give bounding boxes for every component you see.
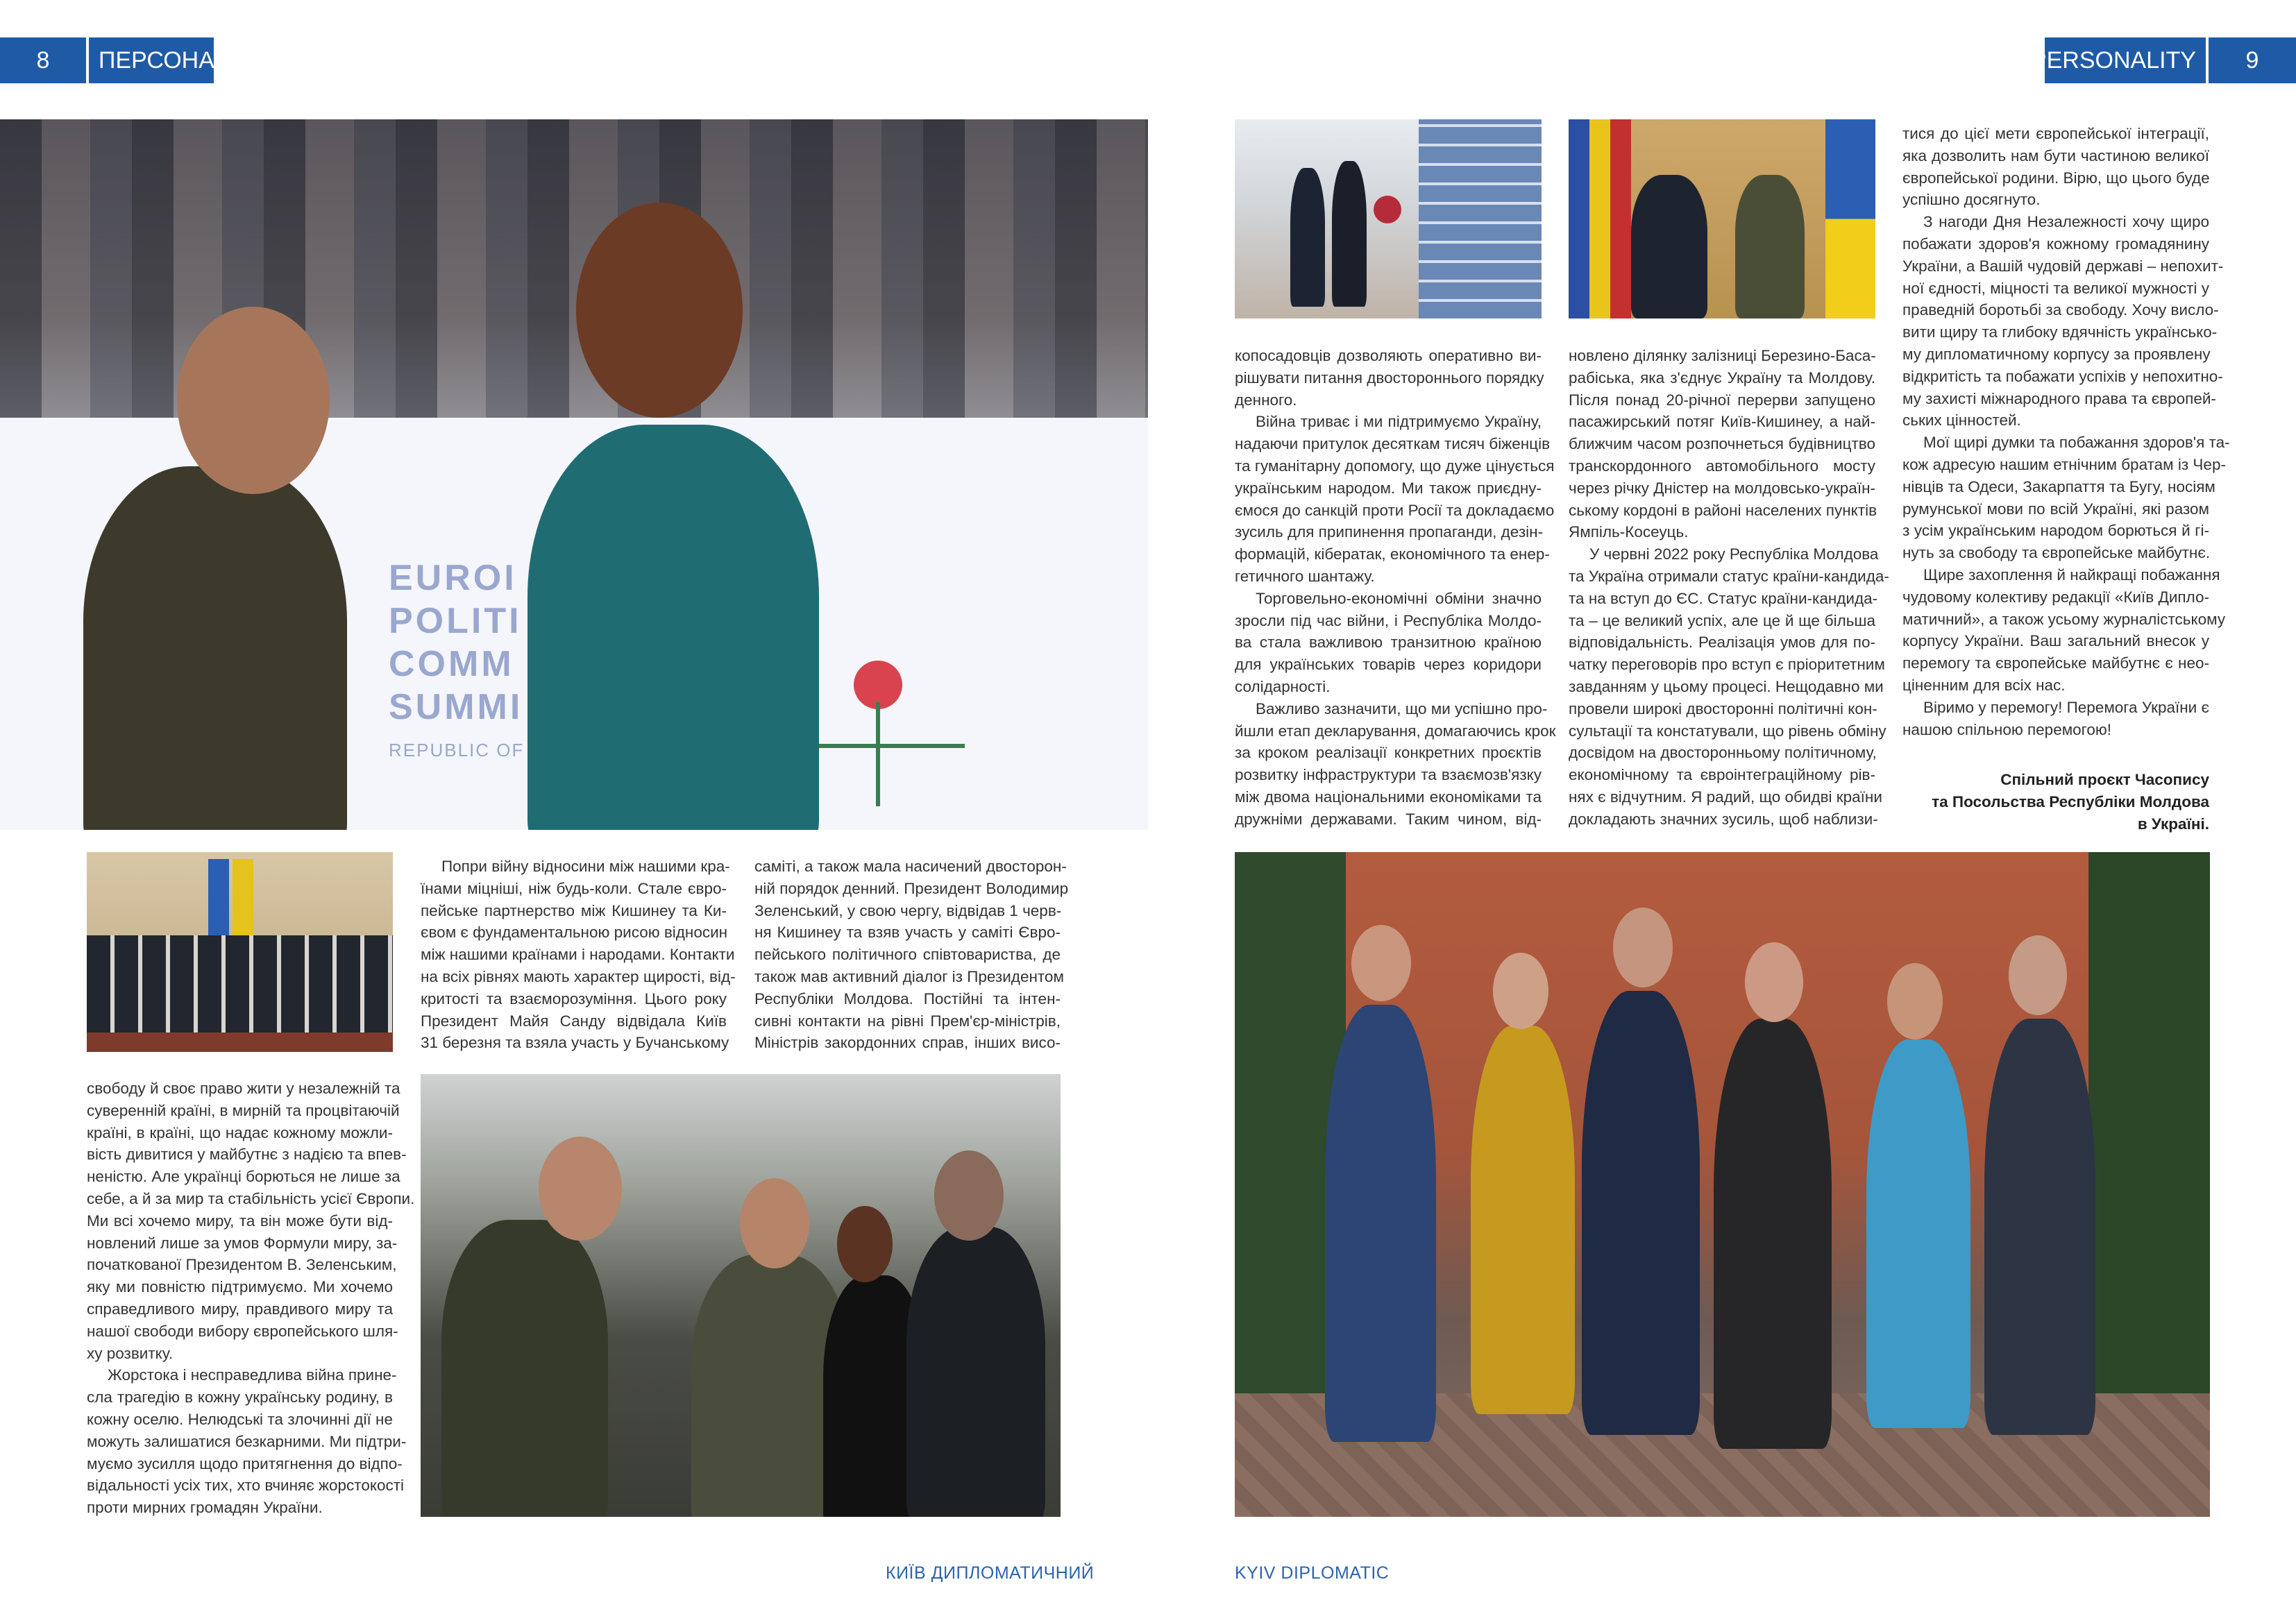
text-line: українським народом. Ми також приєдну- (1235, 479, 1542, 497)
text-line: ціненним для всіх нас. (1902, 676, 2066, 694)
text-line: початкованої Президентом В. Зеленським, (87, 1256, 397, 1274)
text-line: свободу й своє право жити у незалежній та (87, 1080, 400, 1097)
text-line: му дипломатичному корпусу за проявлену (1902, 345, 2211, 363)
left-column-a (87, 1078, 415, 1519)
text-line: Мої щирі думки та побажання здоров'я та- (1923, 434, 2230, 452)
text-line: нашої свободи вибору європейського шля- (87, 1322, 398, 1340)
text-line: кожну оселю. Нелюдські та злочинні дії не (87, 1410, 393, 1428)
text-line: нашою спільною перемогою! (1902, 720, 2112, 738)
person-figure (1735, 175, 1805, 318)
text-line: докладають значних зусиль, щоб наблизи- (1569, 810, 1878, 828)
text-line: відповідальність. Реалізація умов для по- (1569, 634, 1875, 652)
text-line: вість дивитися у майбутнє з надією та впев- (87, 1146, 407, 1164)
text-line: пейського політичного співтовариства, де (754, 946, 1061, 964)
signature-line: в Україні. (2137, 815, 2209, 833)
text-line: ських цінностей. (1902, 411, 2021, 430)
person-head (837, 1206, 893, 1282)
right-column-f (1902, 123, 2230, 740)
text-line: рабіська, яка з'єднує Україну та Молдову. (1569, 368, 1875, 386)
text-line: побажати здоров'я кожному громадянину (1902, 235, 2209, 253)
text-line: корпусу України. Ваш загальний внесок у (1902, 632, 2209, 650)
handshake-photo (1569, 119, 1875, 318)
text-line: справедливого миру, правдивого миру та (87, 1300, 393, 1318)
text-line: тися до цієї мети європейської інтеграції, (1902, 125, 2209, 142)
banner-line: COMM (389, 644, 514, 684)
text-line: критості та взаєморозуміння. Цього року (421, 989, 727, 1008)
person-head (539, 1137, 622, 1241)
paragraph (87, 1364, 407, 1519)
text-line: економічному та євроінтеграційному рів- (1569, 766, 1875, 784)
text-line: Після понад 20-річної перерви запущено (1569, 391, 1875, 409)
text-line: з усім українським народом борються й гі- (1902, 522, 2209, 540)
crowd-background (0, 119, 1148, 418)
text-line: чатку переговорів про вступ є пріоритетним (1569, 656, 1885, 674)
text-line: європейської родини. Вірю, що цього буде (1902, 169, 2210, 187)
text-line: Торговельно-економічні обміни значно (1256, 589, 1542, 607)
person-figure (527, 425, 819, 830)
text-line: країні, в країні, що надає кожному можли- (87, 1123, 393, 1141)
person-figure (906, 1227, 1045, 1517)
person-figure (1325, 1005, 1436, 1442)
text-line: та Україна отримали статус країни-кандида- (1569, 567, 1889, 585)
text-line: З нагоди Дня Незалежності хочу щиро (1923, 213, 2209, 231)
text-line: неністю. Але українці борються не лише за (87, 1168, 400, 1186)
memorial-wall (1419, 119, 1542, 318)
text-line: провели широкі двосторонні політичні кон- (1569, 699, 1877, 717)
person-head (740, 1178, 809, 1268)
text-line: зусиль для припинення пропаганди, дезін- (1235, 523, 1544, 541)
text-line: У червні 2022 року Республіка Молдова (1589, 545, 1879, 563)
text-line: Війна триває і ми підтримуємо Україну, (1256, 413, 1542, 431)
right-page-number-tab (2209, 37, 2296, 83)
text-line: відальності усіх тих, хто вчиняє жорстокості (87, 1477, 405, 1495)
text-line: України, а Вашій чудовій державі – непохит- (1902, 257, 2224, 275)
text-line: нівців та Одеси, Закарпаття та Бугу, носіям (1902, 477, 2215, 495)
text-line: муємо зусилля щодо притягнення до відпо- (87, 1454, 403, 1472)
people-group (87, 935, 393, 1039)
paragraph (87, 1078, 415, 1364)
text-line: ському кордоні в районі населених пунктів (1569, 501, 1877, 519)
text-line: сла трагедію в кожну українську родину, в (87, 1388, 393, 1407)
text-line: ної єдності, міцності та великої мужності у (1902, 279, 2209, 297)
left-column-b (421, 856, 736, 1054)
text-line: за кроком реалізації конкретних проєктів (1235, 744, 1542, 762)
text-line: новлено ділянку залізниці Березино-Баса- (1569, 347, 1876, 364)
signature-block (1902, 769, 2209, 835)
text-line: йшли етап декларування, домагаючись крок (1235, 722, 1556, 740)
text-line: сультації та констатували, що рівень обміну (1569, 722, 1886, 740)
group-room-photo (87, 852, 393, 1052)
text-line: чудовому колективу редакції «Київ Дипло- (1902, 588, 2209, 606)
text-line: Президент Майя Санду відвідала Київ (421, 1012, 727, 1030)
text-line: яку ми повністю підтримуємо. Ми хочемо (87, 1278, 393, 1296)
text-line: саміті, а також мала насичений двосторон- (754, 858, 1067, 875)
text-line: яка дозволить нам бути частиною великої (1902, 146, 2209, 164)
text-line: кож адресую нашим етнічним братам із Чер- (1902, 455, 2226, 473)
text-line: копосадовців дозволяють оперативно ви- (1235, 347, 1542, 364)
text-line: ху розвитку. (87, 1344, 174, 1362)
banner-line: SUMMI (389, 687, 523, 727)
text-line: нуть за свободу та європейське майбутнє. (1902, 544, 2211, 562)
text-line: ня Кишинеу та взяв участь у саміті Євро- (754, 924, 1061, 942)
person-figure (1582, 991, 1700, 1435)
text-line: румунської мови по всій Україні, які разом (1902, 500, 2209, 518)
person-figure (1332, 161, 1367, 307)
text-line: та гуманітарну допомогу, що дуже цінується (1235, 457, 1555, 475)
left-page-number-tab (0, 37, 86, 83)
text-line: проти мирних громадян України. (87, 1499, 323, 1517)
left-column-c (754, 856, 1069, 1054)
text-line: розвитку інфраструктури та взаємозв'язку (1235, 766, 1542, 784)
person-head (576, 203, 743, 418)
text-line: 31 березня та взяла участь у Бучанському (421, 1034, 729, 1052)
hero-photo (0, 119, 1148, 830)
flowers (1374, 196, 1401, 223)
text-line: дружніми державами. Таким чином, від- (1235, 810, 1542, 828)
text-line: їнами міцніші, ніж будь-коли. Стале євро- (421, 879, 727, 897)
text-line: новлений лише за умов Формули миру, за- (87, 1234, 398, 1252)
footer-right-title: KYIV DIPLOMATIC (1235, 1563, 1390, 1583)
text-line: перемогу та європейське майбутнє є нео- (1902, 654, 2209, 672)
text-line: між нашими країнами і народами. Контакти (421, 946, 735, 964)
right-section-title: PERSONALITY (2030, 46, 2196, 74)
person-figure (1984, 1019, 2095, 1435)
text-line: вити щиру та глибоку вдячність українсько- (1902, 323, 2218, 341)
text-line: Республіки Молдова. Постійні та інтен- (754, 989, 1061, 1008)
signature-line: Спільний проєкт Часопису (2000, 771, 2209, 788)
person-figure (83, 466, 347, 830)
text-line: му захисті міжнародного права та європей- (1902, 389, 2216, 407)
right-page-number: 9 (2245, 46, 2259, 74)
person-figure (1631, 175, 1707, 318)
left-section-title: ПЕРСОНА (99, 46, 214, 74)
text-line: завданням у цьому процесі. Нещодавно ми (1569, 677, 1884, 695)
person-figure (1471, 1026, 1575, 1414)
text-line: Зеленський, у свою чергу, відвідав 1 черв- (754, 901, 1062, 919)
text-line: нях є відчутним. Я радий, що обидві країни (1569, 788, 1882, 806)
person-figure (441, 1220, 608, 1517)
text-line: Попри війну відносини між нашими кра- (441, 858, 730, 875)
banner-text (389, 556, 524, 772)
right-section-tab (2030, 37, 2206, 83)
footer-left-title: КИЇВ ДИПЛОМАТИЧНИЙ (886, 1563, 1095, 1583)
person-head (1887, 963, 1943, 1039)
text-line: зросли під час війни, і Республіка Молдо- (1235, 611, 1542, 629)
text-line: ній порядок денний. Президент Володимир (754, 879, 1069, 897)
person-figure (1714, 1019, 1832, 1449)
person-head (1351, 925, 1411, 1001)
person-figure (1290, 168, 1325, 307)
person-head (1493, 953, 1548, 1029)
right-column-d (1235, 345, 1556, 831)
text-line: Ямпіль-Косеуць. (1569, 523, 1689, 541)
text-line: матичний», а також усьому журналістському (1902, 610, 2226, 628)
person-head (934, 1150, 1004, 1241)
walking-group-photo (421, 1074, 1061, 1517)
person-head (1745, 942, 1803, 1022)
text-line: Ми всі хочемо миру, та він може бути від- (87, 1212, 393, 1230)
banner-line: POLITI (389, 601, 522, 641)
text-line: на всіх рівнях мають характер щирості, від- (421, 967, 736, 985)
text-line: Важливо зазначити, що ми успішно про- (1256, 699, 1548, 717)
text-line: праведній боротьбі за свободу. Хочу висло- (1902, 301, 2219, 319)
person-head (1613, 908, 1673, 987)
text-line: та на вступ до ЄС. Статус країни-кандида- (1569, 589, 1878, 607)
text-line: також мав активний діалог із Президентом (754, 967, 1064, 985)
text-line: Жорстока і несправедлива війна прине- (108, 1366, 397, 1384)
banner-line: EUROI (389, 558, 517, 598)
text-line: формацій, кібератак, економічного та енер- (1235, 545, 1550, 563)
text-line: ємося до санкцій проти Росії та докладаємо (1235, 501, 1555, 519)
carpet (87, 1033, 393, 1052)
text-line: транскордонного автомобільного мосту (1569, 457, 1875, 475)
person-figure (1866, 1039, 1970, 1428)
text-line: відкритість та побажати успіхів у непохитно- (1902, 367, 2223, 385)
right-column-e (1569, 345, 1889, 831)
text-line: Віримо у перемогу! Перемога України є (1923, 698, 2209, 716)
text-line: через річку Дністер на молдовсько-україн- (1569, 479, 1875, 497)
person-head (2009, 935, 2067, 1015)
text-line: себе, а й за мир та стабільність усієї Європи. (87, 1189, 415, 1207)
left-page-number: 8 (36, 46, 50, 74)
banner-line: REPUBLIC OF (389, 740, 525, 760)
text-line: сивні контакти на рівні Прем'єр-міністрів, (754, 1012, 1061, 1030)
text-line: та – це великий успіх, але це й ще більша (1569, 611, 1875, 629)
text-line: гетичного шантажу. (1235, 567, 1375, 585)
signature-line: та Посольства Республіки Молдова (1932, 792, 2209, 810)
text-line: рішувати питання двостороннього порядку (1235, 368, 1544, 386)
text-line: успішно досягнуто. (1902, 191, 2041, 209)
ukraine-flag (1825, 119, 1875, 318)
text-line: денного. (1235, 391, 1297, 409)
text-line: солідарності. (1235, 677, 1331, 695)
text-line: надаючи притулок десяткам тисяч біженців (1235, 435, 1551, 453)
text-line: пасажирський потяг Київ-Кишинеу, а най- (1569, 413, 1875, 431)
embassy-group-photo (1235, 852, 2210, 1517)
text-line: Щире захоплення й найкращі побажання (1923, 566, 2220, 584)
memorial-wall-photo (1235, 119, 1542, 318)
text-line: пейське партнерство між Кишинеу та Ки- (421, 901, 727, 919)
text-line: Міністрів закордонних справ, інших висо- (754, 1034, 1061, 1052)
text-line: між двома національними економіками та (1235, 788, 1542, 806)
text-line: для українських товарів через коридори (1235, 656, 1542, 674)
moldova-flag (1569, 119, 1631, 318)
person-head (177, 307, 330, 494)
text-line: євом є фундаментальною рисою відносин (421, 924, 728, 942)
text-line: можуть залишатися безкарними. Ми підтри- (87, 1432, 407, 1450)
text-line: досвідом на двосторонньому політичному, (1569, 744, 1877, 762)
text-line: ва стала важливою транзитною країною (1235, 634, 1542, 652)
left-section-tab (89, 37, 214, 83)
flower-emblem (876, 702, 880, 806)
text-line: ближчим часом розпочнеться будівництво (1569, 435, 1875, 453)
text-line: суверенній країні, в мирній та процвітаючій (87, 1101, 400, 1119)
